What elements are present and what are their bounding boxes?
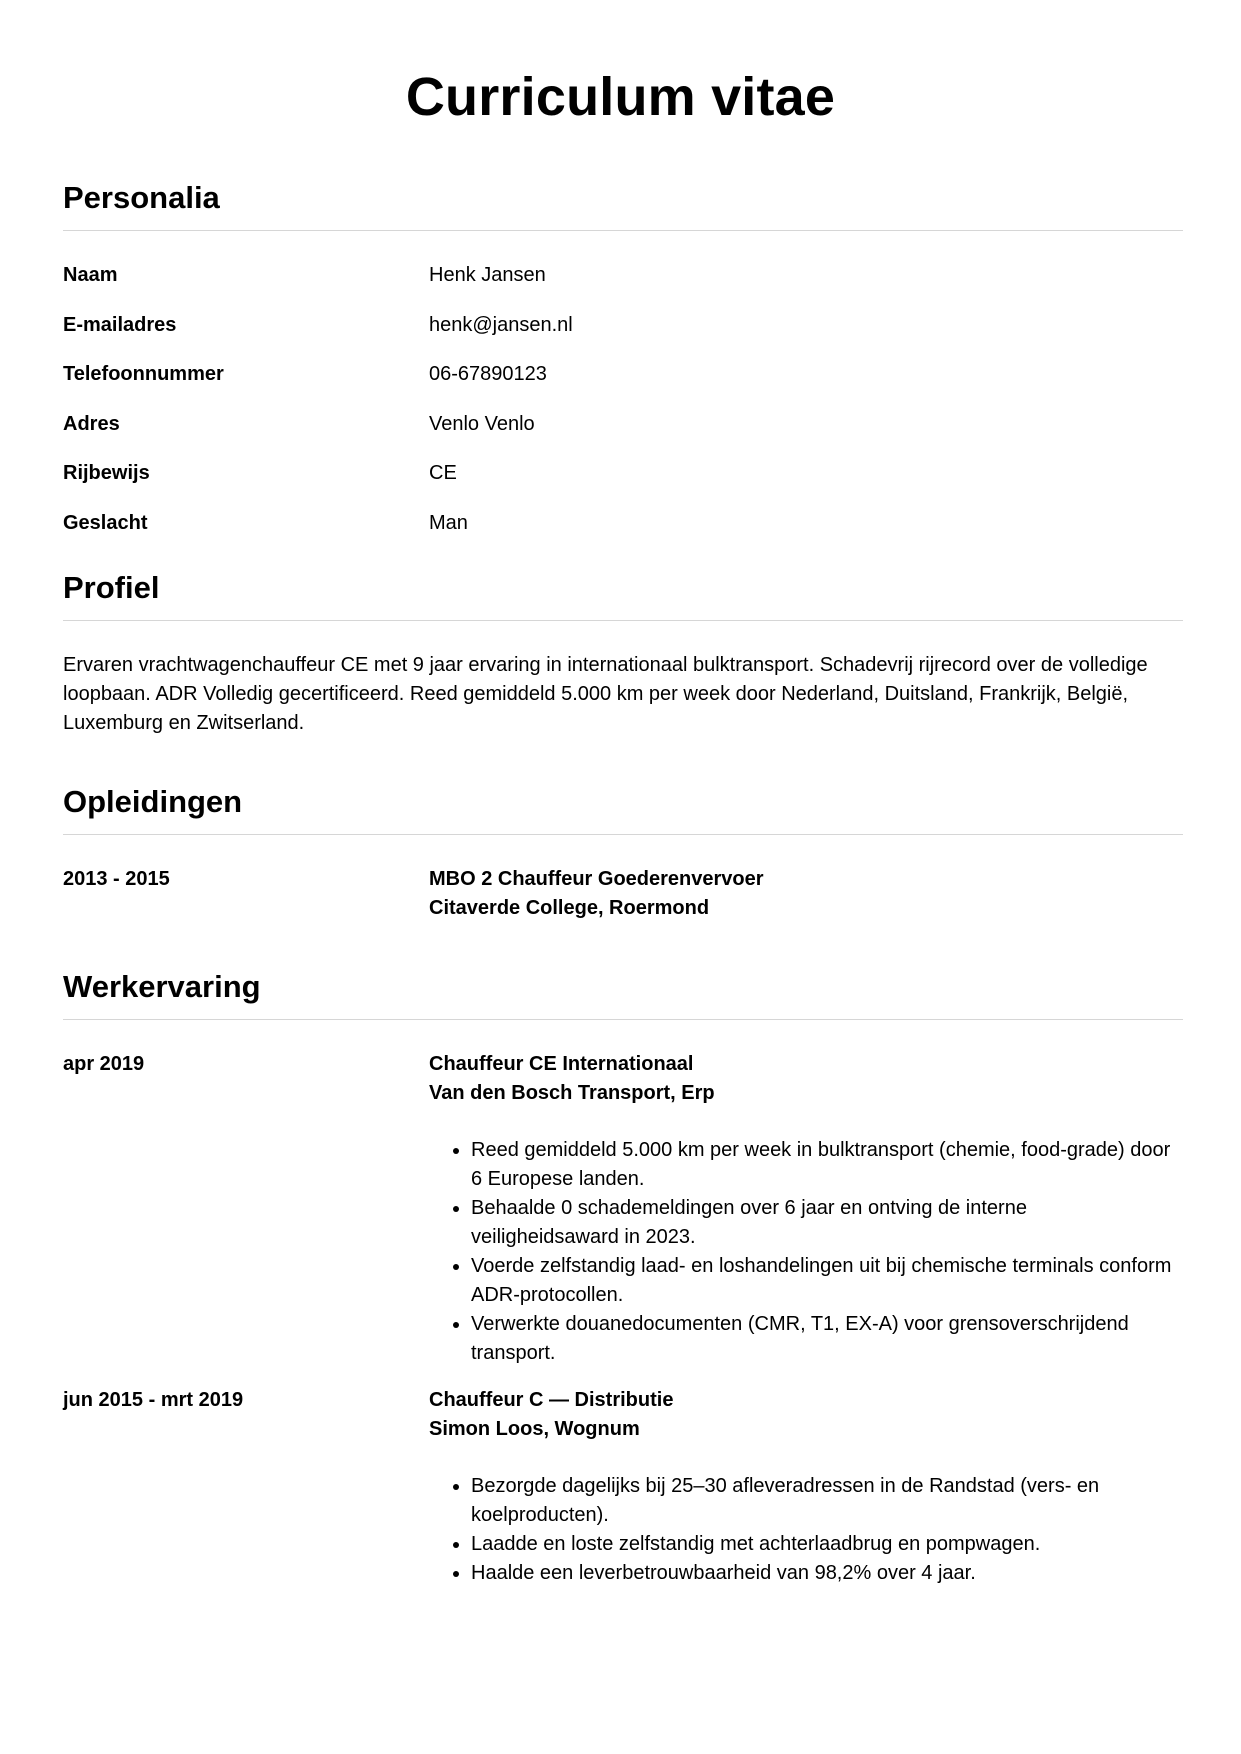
- work-item: [63, 1050, 1178, 1368]
- personalia-row-telefoon: [63, 360, 1178, 410]
- work-experience-list: [63, 1050, 1178, 1588]
- education-details: [429, 865, 1178, 923]
- work-company: Simon Loos, Wognum: [429, 1417, 640, 1440]
- section-heading-werkervaring: Werkervaring: [63, 968, 261, 1004]
- field-label: Naam: [63, 264, 118, 286]
- document-title: Curriculum vitae: [405, 67, 836, 127]
- work-bullet: • Voerde zelfstandig laad- en loshandelingen uit bij chemische terminals conform ADR-protocollen.: [471, 1252, 1178, 1310]
- work-bullet-list: [429, 1472, 1178, 1588]
- section-divider: [63, 1019, 1183, 1020]
- work-bullet-list: [429, 1136, 1178, 1368]
- field-value-name: Henk Jansen: [429, 264, 546, 286]
- personalia-row-adres: [63, 410, 1178, 460]
- section-heading-profiel: Profiel: [63, 569, 160, 605]
- section-divider: [63, 834, 1183, 835]
- work-company: Van den Bosch Transport, Erp: [429, 1081, 715, 1104]
- field-value-gender: Man: [429, 511, 468, 534]
- work-period: jun 2015 - mrt 2019: [63, 1388, 244, 1411]
- personalia-list: [63, 261, 1178, 559]
- work-bullet: • Haalde een leverbetrouwbaarheid van 98,2% over 4 jaar.: [471, 1559, 1178, 1588]
- personalia-row-naam: [63, 261, 1178, 311]
- education-period: 2013 - 2015: [63, 867, 170, 890]
- work-details: [429, 1386, 1178, 1588]
- section-heading-personalia: Personalia: [63, 180, 220, 215]
- education-title: MBO 2 Chauffeur Goederenvervoer: [429, 867, 764, 890]
- field-value-email: henk@jansen.nl: [429, 313, 573, 336]
- work-bullet: • Reed gemiddeld 5.000 km per week in bulktransport (chemie, food-grade) door 6 Europese landen.: [471, 1136, 1178, 1194]
- section-personalia: [63, 128, 1178, 559]
- work-bullet: • Laadde en loste zelfstandig met achterlaadbrug en pompwagen.: [471, 1530, 1178, 1559]
- section-opleidingen: [63, 738, 1178, 923]
- field-label: Geslacht: [63, 511, 148, 534]
- section-divider: [63, 230, 1183, 231]
- work-title: Chauffeur CE Internationaal: [429, 1052, 694, 1075]
- section-profiel: [63, 559, 1178, 738]
- field-label: Rijbewijs: [63, 462, 150, 485]
- personalia-row-rijbewijs: [63, 459, 1178, 509]
- education-list: [63, 865, 1178, 923]
- personalia-row-email: [63, 311, 1178, 361]
- work-bullet: • Behaalde 0 schademeldingen over 6 jaar en ontving de interne veiligheidsaward in 2023.: [471, 1194, 1178, 1252]
- profile-summary: Ervaren vrachtwagenchauffeur CE met 9 jaar ervaring in internationaal bulktransport. Schadevrij rijrecord over de volledige loopbaan. ADR Volledig gecertificeerd. Reed gemiddeld 5.000 km per week door Nederland, Duitsland, Frankrijk, België, Luxemburg en Zwitserland.: [63, 653, 1148, 734]
- section-heading-opleidingen: Opleidingen: [63, 783, 243, 819]
- section-divider: [63, 620, 1183, 621]
- work-title: Chauffeur C — Distributie: [429, 1388, 674, 1411]
- section-werkervaring: [63, 923, 1178, 1588]
- field-value-phone: 06-67890123: [429, 363, 547, 386]
- field-label: Telefoonnummer: [63, 363, 224, 386]
- field-label: Adres: [63, 412, 120, 435]
- personalia-row-geslacht: [63, 509, 1178, 559]
- work-bullet: • Bezorgde dagelijks bij 25–30 afleveradressen in de Randstad (vers- en koelproducten).: [471, 1472, 1178, 1530]
- work-bullet: • Verwerkte douanedocumenten (CMR, T1, EX-A) voor grensoverschrijdend transport.: [471, 1310, 1178, 1368]
- field-value-license: CE: [429, 462, 457, 485]
- education-item: [63, 865, 1178, 923]
- work-period: apr 2019: [63, 1052, 145, 1075]
- field-value-address: Venlo Venlo: [429, 412, 535, 435]
- education-institution: Citaverde College, Roermond: [429, 896, 710, 919]
- work-item: [63, 1386, 1178, 1588]
- field-label: E-mailadres: [63, 313, 177, 336]
- work-details: [429, 1050, 1178, 1368]
